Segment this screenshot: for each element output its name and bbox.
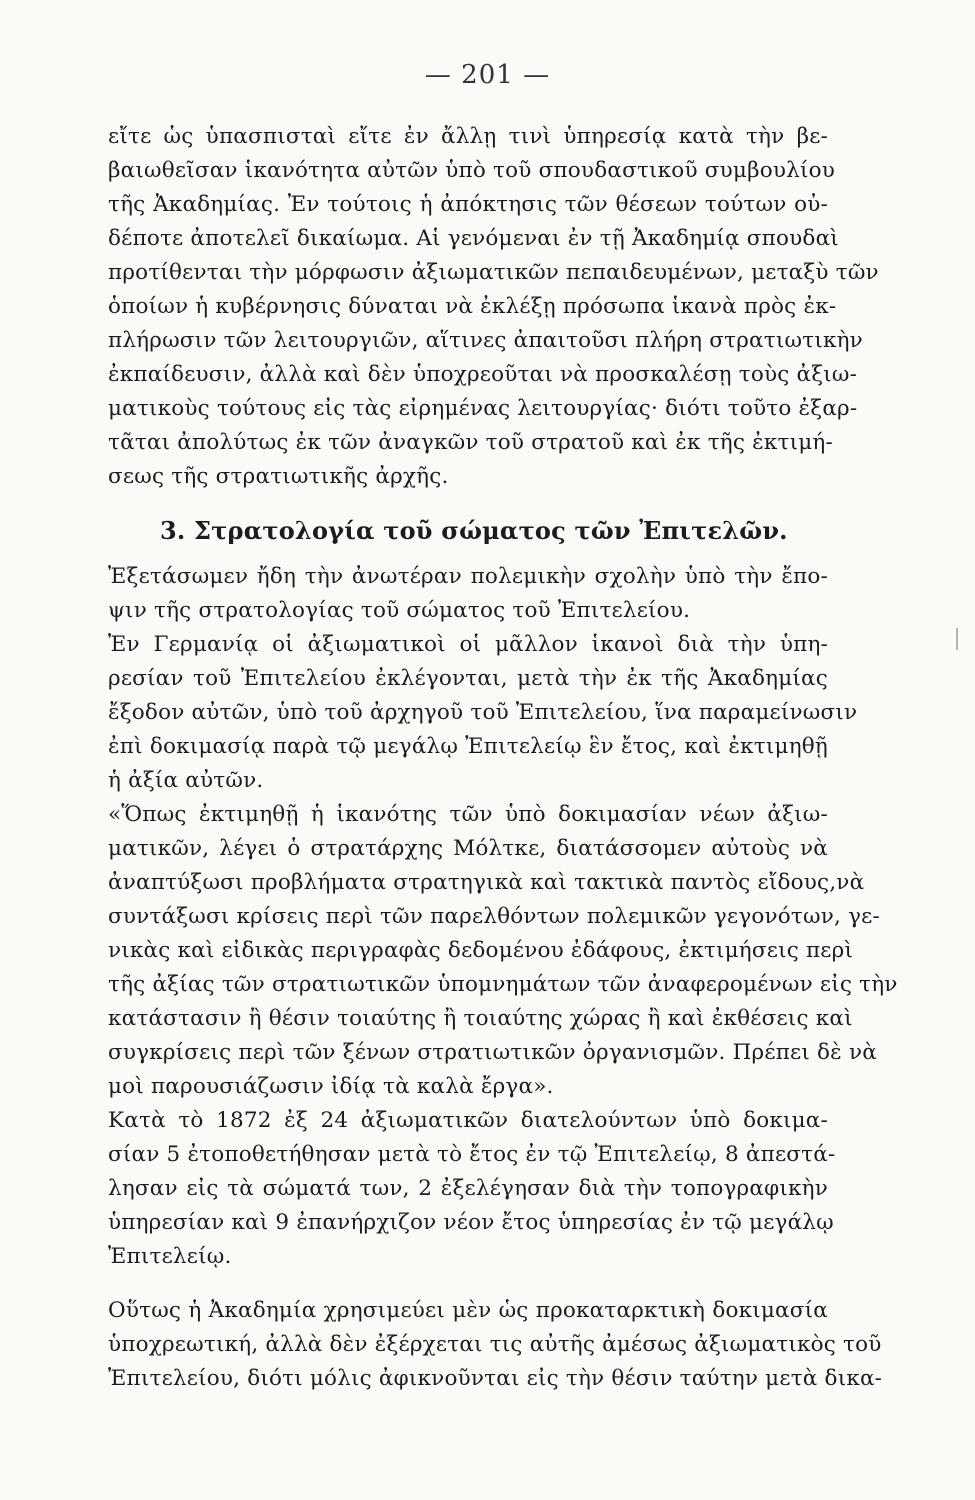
text-line: ρεσίαν τοῦ Ἐπιτελείου ἐκλέγονται, μετὰ τὴν ἐκ τῆς Ἀκαδημίας [108, 666, 828, 691]
text-line: ματικοὺς τούτους εἰς τὰς εἰρημένας λειτουργίας· διότι τοῦτο ἐξαρ- [108, 396, 858, 421]
text-line: εἴτε ὡς ὑπασπισταὶ εἴτε ἐν ἄλλῃ τινὶ ὑπηρεσίᾳ κατὰ τὴν βε- [108, 124, 828, 149]
text-line: Οὕτως ἡ Ἀκαδημία χρησιμεύει μὲν ὡς προκαταρκτικὴ δοκιμασία [108, 1298, 828, 1323]
text-line: «Ὅπως ἐκτιμηθῇ ἡ ἱκανότης τῶν ὑπὸ δοκιμασίαν νέων ἀξιω- [108, 802, 828, 827]
section-heading: 3. Στρατολογία τοῦ σώματος τῶν Ἐπιτελῶν. [160, 516, 788, 545]
text-line: Κατὰ τὸ 1872 ἐξ 24 ἀξιωματικῶν διατελούντων ὑπὸ δοκιμα- [108, 1108, 828, 1133]
text-line: συγκρίσεις περὶ τῶν ξένων στρατιωτικῶν ὀργανισμῶν. Πρέπει δὲ νὰ [108, 1040, 877, 1065]
text-line: κατάστασιν ἢ θέσιν τοιαύτης ἢ τοιαύτης χώρας ἢ καὶ ἐκθέσεις καὶ [108, 1006, 853, 1031]
text-line: ψιν τῆς στρατολογίας τοῦ σώματος τοῦ Ἐπιτελείου. [108, 598, 691, 623]
text-line: ἐκπαίδευσιν, ἀλλὰ καὶ δὲν ὑποχρεοῦται νὰ προσκαλέσῃ τοὺς ἀξιω- [108, 362, 858, 387]
text-line: ἔξοδον αὐτῶν, ὑπὸ τοῦ ἀρχηγοῦ τοῦ Ἐπιτελείου, ἵνα παραμείνωσιν [108, 700, 858, 725]
text-line: λησαν εἰς τὰ σώματά των, 2 ἐξελέγησαν διὰ τὴν τοπογραφικὴν [108, 1176, 828, 1201]
text-line: ὑποχρεωτική, ἀλλὰ δὲν ἐξέρχεται τις αὐτῆς ἀμέσως ἀξιωματικὸς τοῦ [108, 1332, 882, 1357]
text-line: τῆς Ἀκαδημίας. Ἐν τούτοις ἡ ἀπόκτησις τῶν θέσεων τούτων οὐ- [108, 192, 828, 217]
text-line: ὁποίων ἡ κυβέρνησις δύναται νὰ ἐκλέξῃ πρόσωπα ἱκανὰ πρὸς ἐκ- [108, 294, 837, 319]
text-line: σεως τῆς στρατιωτικῆς ἀρχῆς. [108, 464, 449, 489]
text-line: προτίθενται τὴν μόρφωσιν ἀξιωματικῶν πεπαιδευμένων, μεταξὺ τῶν [108, 260, 879, 285]
page-edge-mark [956, 628, 958, 650]
text-line: δέποτε ἀποτελεῖ δικαίωμα. Αἱ γενόμεναι ἐν τῇ Ἀκαδημίᾳ σπουδαὶ [108, 226, 839, 251]
text-line: Ἐπιτελείῳ. [108, 1244, 232, 1269]
text-line: τῆς ἀξίας τῶν στρατιωτικῶν ὑπομνημάτων τῶν ἀναφερομένων εἰς τὴν [108, 972, 898, 997]
text-line: Ἐν Γερμανίᾳ οἱ ἀξιωματικοὶ οἱ μᾶλλον ἱκανοὶ διὰ τὴν ὑπη- [108, 632, 828, 657]
text-line: ὑπηρεσίαν καὶ 9 ἐπανήρχιζον νέον ἔτος ὑπηρεσίας ἐν τῷ μεγάλῳ [108, 1210, 834, 1235]
text-line: πλήρωσιν τῶν λειτουργιῶν, αἵτινες ἀπαιτοῦσι πλήρη στρατιωτικὴν [108, 328, 863, 353]
text-line: ἐπὶ δοκιμασίᾳ παρὰ τῷ μεγάλῳ Ἐπιτελείῳ ἓν ἔτος, καὶ ἐκτιμηθῇ [108, 734, 828, 759]
text-line: ἡ ἀξία αὐτῶν. [108, 768, 264, 793]
text-line: ἀναπτύξωσι προβλήματα στρατηγικὰ καὶ τακτικὰ παντὸς εἴδους,νὰ [108, 870, 865, 895]
text-line: Ἐξετάσωμεν ἤδη τὴν ἀνωτέραν πολεμικὴν σχολὴν ὑπὸ τὴν ἔπο- [108, 564, 828, 589]
text-line: ματικῶν, λέγει ὁ στρατάρχης Μόλτκε, διατάσσομεν αὐτοὺς νὰ [108, 836, 828, 861]
page-number: — 201 — [424, 60, 551, 90]
text-line: σίαν 5 ἐτοποθετήθησαν μετὰ τὸ ἔτος ἐν τῷ Ἐπιτελείῳ, 8 ἀπεστά- [108, 1142, 836, 1167]
text-line: νικὰς καὶ εἰδικὰς περιγραφὰς δεδομένου ἐδάφους, ἐκτιμήσεις περὶ [108, 938, 854, 963]
text-line: συντάξωσι κρίσεις περὶ τῶν παρελθόντων πολεμικῶν γεγονότων, γε- [108, 904, 880, 929]
text-line: βαιωθεῖσαν ἱκανότητα αὐτῶν ὑπὸ τοῦ σπουδαστικοῦ συμβουλίου [108, 158, 835, 183]
text-line: τᾶται ἀπολύτως ἐκ τῶν ἀναγκῶν τοῦ στρατοῦ καὶ ἐκ τῆς ἐκτιμή- [108, 430, 833, 455]
text-line: μοὶ παρουσιάζωσιν ἰδίᾳ τὰ καλὰ ἔργα». [108, 1074, 554, 1099]
text-line: Ἐπιτελείου, διότι μόλις ἀφικνοῦνται εἰς τὴν θέσιν ταύτην μετὰ δικα- [108, 1366, 883, 1391]
